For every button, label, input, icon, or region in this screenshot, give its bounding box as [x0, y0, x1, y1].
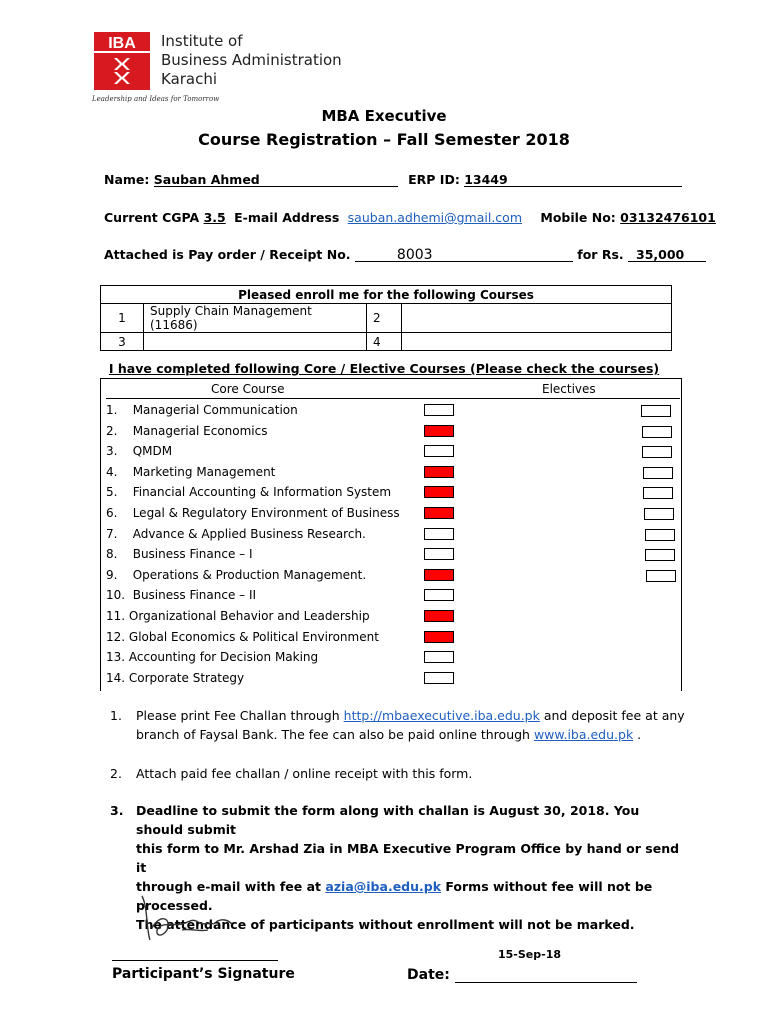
list-item — [106, 568, 676, 582]
form-title: MBA Executive — [321, 107, 447, 125]
cgpa-label: Current CGPA — [104, 210, 200, 225]
challan-link[interactable]: http://mbaexecutive.iba.edu.pk — [343, 708, 540, 723]
name-field[interactable]: Sauban Ahmed — [154, 172, 398, 187]
email-link[interactable]: azia@iba.edu.pk — [325, 879, 442, 894]
elective-checkbox[interactable] — [642, 426, 672, 438]
enroll-course-3[interactable] — [144, 333, 367, 351]
date-value: 15-Sep-18 — [498, 948, 562, 961]
signature-image — [112, 888, 262, 948]
list-item — [106, 424, 676, 438]
signature-line — [112, 960, 278, 961]
tagline: Leadership and Ideas for Tomorrow — [92, 95, 220, 103]
core-checkbox[interactable] — [424, 425, 454, 437]
core-checkbox[interactable] — [424, 589, 454, 601]
core-checkbox[interactable] — [424, 404, 454, 416]
cgpa-value[interactable]: 3.5 — [203, 210, 226, 225]
list-item — [106, 506, 676, 520]
mobile-label: Mobile No: — [540, 210, 616, 225]
note-2: 2. Attach paid fee challan / online receipt with this form. — [110, 766, 473, 781]
payorder-label: Attached is Pay order / Receipt No. — [104, 247, 351, 262]
list-item — [106, 630, 676, 644]
amount-field[interactable]: 35,000 — [628, 247, 706, 262]
course-label: 3. QMDM — [106, 444, 173, 459]
list-item — [106, 547, 676, 561]
name-row — [104, 172, 682, 187]
core-header: Core Course — [211, 382, 285, 396]
core-checkbox[interactable] — [424, 569, 454, 581]
list-item — [106, 671, 676, 685]
logo-lettering: IBA — [108, 35, 136, 52]
course-label: 11. Organizational Behavior and Leadership — [106, 609, 370, 623]
course-label: 5. Financial Accounting & Information System — [106, 485, 392, 500]
enroll-course-1[interactable]: Supply Chain Management (11686) — [144, 304, 367, 333]
elective-checkbox[interactable] — [642, 446, 672, 458]
contact-row — [104, 210, 716, 225]
elective-checkbox[interactable] — [646, 570, 676, 582]
list-item — [106, 465, 676, 479]
core-checkbox[interactable] — [424, 548, 454, 560]
erp-label: ERP ID: — [408, 172, 460, 187]
core-checkbox[interactable] — [424, 507, 454, 519]
payorder-row — [104, 247, 706, 262]
list-item — [106, 403, 676, 417]
list-item — [106, 609, 676, 623]
name-label: Name: — [104, 172, 150, 187]
course-label: 10. Business Finance – II — [106, 588, 257, 603]
core-checkbox[interactable] — [424, 528, 454, 540]
erp-field[interactable]: 13449 — [464, 172, 682, 187]
course-label: 9. Operations & Production Management. — [106, 567, 367, 582]
core-checkbox[interactable] — [424, 672, 454, 684]
completed-heading: I have completed following Core / Elective Courses (Please check the courses) — [108, 361, 660, 376]
enroll-course-4[interactable] — [402, 333, 672, 351]
elective-checkbox[interactable] — [644, 508, 674, 520]
list-item — [106, 527, 676, 541]
elective-checkbox[interactable] — [645, 549, 675, 561]
enroll-course-2[interactable] — [402, 304, 672, 333]
course-label: 2. Managerial Economics — [106, 423, 268, 438]
enroll-heading: Pleased enroll me for the following Courses — [101, 286, 672, 304]
institute-name: Institute of Business Administration Karachi — [161, 32, 342, 88]
list-item — [106, 650, 676, 664]
mobile-value[interactable]: 03132476101 — [620, 210, 716, 225]
receipt-field[interactable]: 8003 — [355, 247, 573, 262]
core-checkbox[interactable] — [424, 610, 454, 622]
course-label: 13. Accounting for Decision Making — [106, 650, 319, 665]
note-3: 3. Deadline to submit the form along with challan is August 30, 2018. You should submit this form to Mr. Arshad Zia in MBA Executive Program Office by hand or send it through e-mail with fee at azia@iba.edu.pk Forms without fee will not be processed. The attendance of participants without enrollment will not be marked. — [110, 803, 680, 932]
elective-checkbox[interactable] — [643, 467, 673, 479]
table-row: 1 Supply Chain Management (11686) 2 — [101, 304, 672, 333]
elective-checkbox[interactable] — [645, 529, 675, 541]
date-label: Date: — [407, 966, 637, 983]
list-item — [106, 444, 676, 458]
course-label: 8. Business Finance – I — [106, 547, 253, 562]
iba-logo — [94, 32, 150, 90]
electives-header: Electives — [542, 382, 596, 396]
elective-checkbox[interactable] — [641, 405, 671, 417]
course-label: 1. Managerial Communication — [106, 403, 298, 417]
core-checkbox[interactable] — [424, 445, 454, 457]
table-row: 3 4 — [101, 333, 672, 351]
for-rs-label: for Rs. — [577, 247, 624, 262]
enroll-table — [100, 285, 672, 351]
core-checkbox[interactable] — [424, 651, 454, 663]
list-item — [106, 588, 676, 602]
note-1: 1. Please print Fee Challan through http://mbaexecutive.iba.edu.pk and deposit fee at any branch of Faysal Bank. The fee can also be paid online through www.iba.edu.pk . — [110, 708, 685, 742]
email-label: E-mail Address — [234, 210, 340, 225]
date-field[interactable] — [455, 966, 637, 983]
course-label: 6. Legal & Regulatory Environment of Business — [106, 506, 400, 520]
email-value[interactable]: sauban.adhemi@gmail.com — [347, 210, 523, 225]
elective-checkbox[interactable] — [643, 487, 673, 499]
signature-label: Participant’s Signature — [112, 966, 295, 982]
form-subtitle: Course Registration – Fall Semester 2018 — [198, 130, 570, 149]
core-checkbox[interactable] — [424, 466, 454, 478]
list-item — [106, 485, 676, 499]
core-checkbox[interactable] — [424, 631, 454, 643]
course-label: 7. Advance & Applied Business Research. — [106, 526, 366, 541]
iba-site-link[interactable]: www.iba.edu.pk — [533, 727, 634, 742]
course-label: 12. Global Economics & Political Environment — [106, 629, 379, 644]
core-checkbox[interactable] — [424, 486, 454, 498]
divider — [106, 398, 680, 399]
course-label: 4. Marketing Management — [106, 464, 276, 479]
course-label: 14. Corporate Strategy — [106, 670, 245, 685]
